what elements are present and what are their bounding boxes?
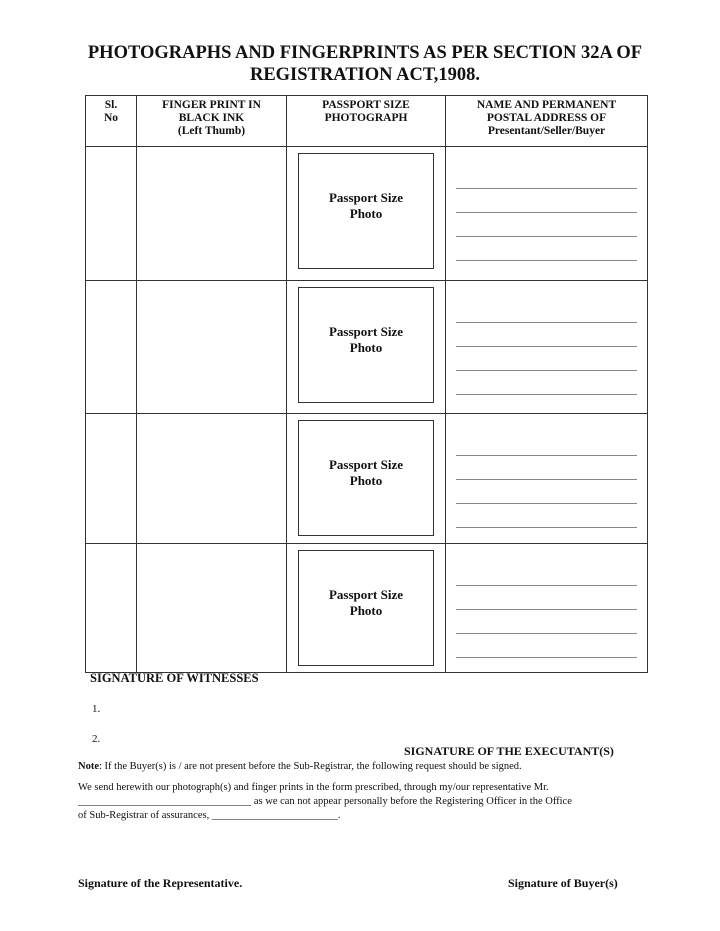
- finger-print-cell[interactable]: [137, 281, 287, 414]
- address-line[interactable]: [456, 432, 637, 456]
- note-label: Note: [78, 761, 99, 772]
- form-title: [40, 42, 690, 86]
- address-line[interactable]: [456, 634, 637, 658]
- photo-fingerprint-table: [85, 95, 648, 673]
- sl-no-cell[interactable]: [86, 147, 137, 281]
- address-line[interactable]: [456, 213, 637, 237]
- address-line[interactable]: [456, 586, 637, 610]
- address-line[interactable]: [456, 299, 637, 323]
- photo-cell: [287, 147, 446, 281]
- title-line-2: REGISTRATION ACT,1908.: [249, 65, 481, 85]
- address-line[interactable]: [456, 480, 637, 504]
- table-row: [86, 281, 648, 414]
- title-line-1: PHOTOGRAPHS AND FINGERPRINTS AS PER SECTION 32A OF: [87, 43, 643, 63]
- table-header-row: [86, 96, 648, 147]
- passport-photo-box[interactable]: Passport Size Photo: [298, 287, 434, 403]
- table-row: [86, 414, 648, 544]
- witness-2[interactable]: 2.: [92, 733, 101, 745]
- address-line[interactable]: [456, 165, 637, 189]
- address-line[interactable]: [456, 237, 637, 261]
- photo-cell: [287, 414, 446, 544]
- table-row: [86, 544, 648, 673]
- buyer-signature-label: Signature of Buyer(s): [508, 876, 618, 890]
- address-line[interactable]: [456, 189, 637, 213]
- witness-1[interactable]: 1.: [92, 703, 101, 715]
- finger-print-cell[interactable]: [137, 414, 287, 544]
- passport-photo-box[interactable]: Passport Size Photo: [298, 550, 434, 666]
- witnesses-heading: SIGNATURE OF WITNESSES: [90, 671, 259, 685]
- name-address-cell: [446, 414, 648, 544]
- sl-no-cell[interactable]: [86, 281, 137, 414]
- name-address-cell: [446, 281, 648, 414]
- header-name-address: NAME AND PERMANENT POSTAL ADDRESS OF Presentant/Seller/Buyer: [446, 96, 648, 147]
- finger-print-cell[interactable]: [137, 544, 287, 673]
- request-line-1: We send herewith our photograph(s) and finger prints in the form prescribed, through my/our representative Mr.: [78, 782, 549, 793]
- passport-photo-box[interactable]: Passport Size Photo: [298, 420, 434, 536]
- address-line[interactable]: [456, 347, 637, 371]
- address-line[interactable]: [456, 456, 637, 480]
- address-line[interactable]: [456, 323, 637, 347]
- address-line[interactable]: [456, 504, 637, 528]
- note-text: Note: If the Buyer(s) is / are not present before the Sub-Registrar, the following request should be signed.: [78, 761, 522, 772]
- sl-no-cell[interactable]: [86, 414, 137, 544]
- representative-signature-label: Signature of the Representative.: [78, 876, 243, 890]
- photo-cell: [287, 544, 446, 673]
- table-row: [86, 147, 648, 281]
- photo-cell: [287, 281, 446, 414]
- name-address-cell: [446, 544, 648, 673]
- passport-photo-box[interactable]: Passport Size Photo: [298, 153, 434, 269]
- request-line-3: of Sub-Registrar of assurances, ________________________.: [78, 810, 341, 821]
- sl-no-cell[interactable]: [86, 544, 137, 673]
- executant-signature-label: SIGNATURE OF THE EXECUTANT(S): [404, 744, 614, 758]
- address-line[interactable]: [456, 562, 637, 586]
- header-finger-print: FINGER PRINT IN BLACK INK (Left Thumb): [137, 96, 287, 147]
- address-line[interactable]: [456, 371, 637, 395]
- address-line[interactable]: [456, 610, 637, 634]
- finger-print-cell[interactable]: [137, 147, 287, 281]
- request-line-2: _________________________________ as we can not appear personally before the Registering Officer in the Office: [78, 796, 572, 807]
- header-passport-photo: PASSPORT SIZE PHOTOGRAPH: [287, 96, 446, 147]
- header-sl-no: Sl. No: [86, 96, 137, 147]
- name-address-cell: [446, 147, 648, 281]
